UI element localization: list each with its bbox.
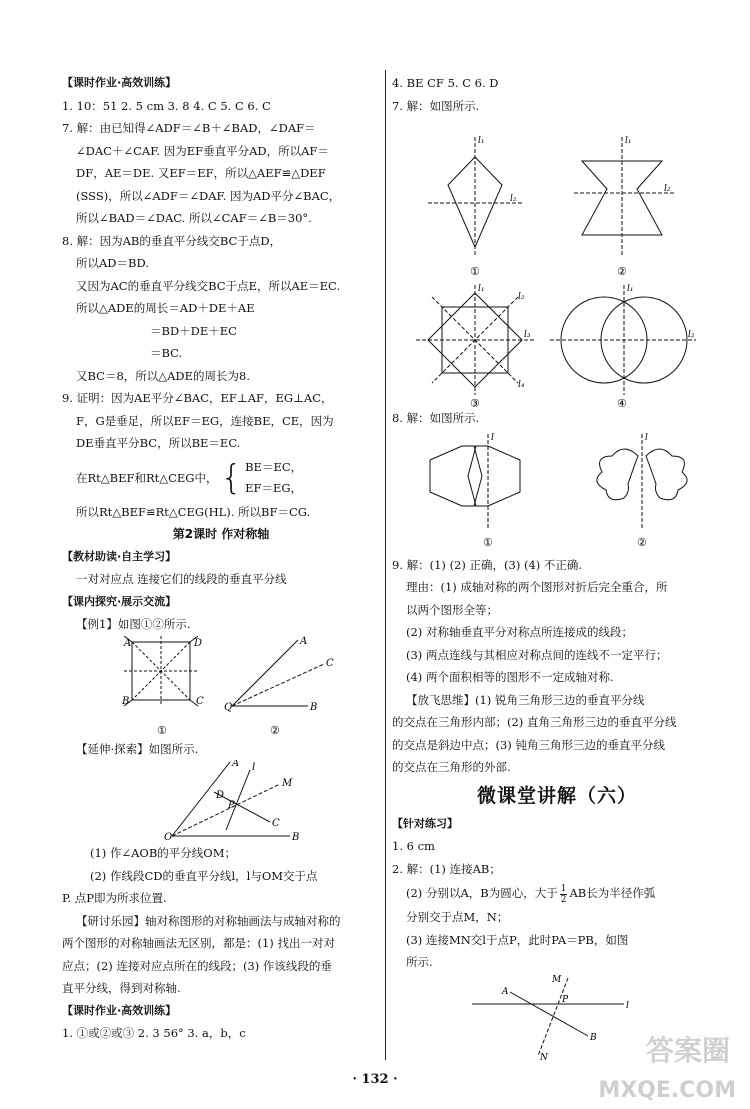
watermark: 答案圈 <box>645 1034 730 1067</box>
caption: ② <box>270 723 280 737</box>
text-line: 理由：(1) 成轴对称的两个图形对折后完全重合，所 <box>406 580 668 594</box>
label: l <box>491 432 494 443</box>
text-line: 9. 解：(1) (2) 正确，(3) (4) 不正确. <box>392 557 583 572</box>
caption: ② <box>637 535 647 549</box>
text-line: 在Rt△BEF和Rt△CEG中， <box>76 470 218 485</box>
text-line: 的交点在三角形内部；(2) 直角三角形三边的垂直平分线 <box>392 715 677 729</box>
text-line <box>392 880 722 906</box>
text-line: 【放飞思维】(1) 锐角三角形三边的垂直平分线 <box>406 692 645 707</box>
q7-figures <box>392 117 722 407</box>
brace-symbol: { <box>220 457 243 498</box>
answer-line: 1. 10：51 2. 5 cm 3. 8 4. C 5. C 6. C <box>62 98 271 113</box>
text-line: (2) 对称轴垂直平分对称点所连接成的线段； <box>406 625 633 639</box>
label: l <box>645 432 648 443</box>
text-line: DE垂直平分BC，所以BE＝EC. <box>76 436 241 450</box>
text-line: F，G是垂足，所以EF＝EG，连接BE，CE，因为 <box>76 413 334 428</box>
extension-figure <box>62 760 380 842</box>
text-line: 2. 解：(1) 连接AB； <box>392 861 501 876</box>
text-line: 的交点在三角形的外部. <box>392 760 511 774</box>
example-heading: 【例1】如图①②所示. <box>76 617 191 631</box>
text-line: 7. 解：由已知得∠ADF＝∠B＋∠BAD，∠DAF＝ <box>62 121 316 135</box>
right-column <box>392 72 722 1064</box>
label: l₁ <box>627 284 634 294</box>
caption: ③ <box>470 397 480 407</box>
text-line: (3) 连接MN交l于点P，此时PA＝PB，如图 <box>406 932 629 947</box>
fraction-denominator: 2 <box>560 894 567 905</box>
text-line: 所以△ADE的周长＝AD＋DE＋AE <box>76 301 255 315</box>
text-line: 一对对应点 连接它们的线段的垂直平分线 <box>76 572 287 586</box>
text-line: (1) 作∠AOB的平分线OM； <box>90 846 236 860</box>
text-line: DF，AE＝DE. 又EF＝EF，所以△AEF≌△DEF <box>76 166 326 180</box>
ray-oa <box>232 640 298 706</box>
extension-diagram <box>62 760 380 842</box>
discussion-block <box>62 910 380 1000</box>
extension-heading: 【延伸·探索】如图所示. <box>76 741 199 756</box>
label: l₂ <box>510 194 517 204</box>
label: l₁ <box>478 284 485 294</box>
label: B <box>122 695 130 707</box>
text-line: 又因为AC的垂直平分线交BC于点E，所以AE＝EC. <box>76 278 341 293</box>
q8-figures <box>392 430 722 554</box>
fly-thinking-block <box>392 689 722 779</box>
text-line: (2) 作线段CD的垂直平分线l，l与OM交于点 <box>90 868 318 883</box>
proof-system <box>62 457 380 499</box>
label: B <box>590 1032 597 1043</box>
question-9 <box>62 387 380 523</box>
equation: BE＝EC， <box>245 459 303 474</box>
text-line: 的交点是斜边中点；(3) 钝角三角形三边的垂直平分线 <box>392 737 665 752</box>
caption: ① <box>483 535 493 549</box>
caption: ② <box>617 265 627 278</box>
answer-line: 1. ①或②或③ 2. 3 56° 3. a，b，c <box>62 1026 246 1040</box>
text-line: 以两个图形全等； <box>406 602 498 617</box>
question-8-heading: 8. 解：如图所示. <box>392 411 480 425</box>
label: A <box>300 635 308 647</box>
label: N <box>540 1052 548 1063</box>
equation: EF＝EG， <box>245 480 303 495</box>
label: A <box>502 986 509 997</box>
text-line: 所以∠BAD＝∠DAC. 所以∠CAF＝∠B＝30°. <box>76 211 312 225</box>
text-line: (3) 两点连线与其相应对称点间的连线不一定平行； <box>406 647 668 662</box>
label: A <box>124 637 132 649</box>
text-fragment: (2) 分别以A，B为圆心，大于 <box>406 886 558 900</box>
text-line: 两个图形的对称轴画法无区别，都是：(1) 找出一对对 <box>62 936 335 950</box>
question-7-heading: 7. 解：如图所示. <box>392 98 480 113</box>
text-line: ∠DAC＋∠CAF. 因为EF垂直平分AD，所以AF＝ <box>76 143 329 158</box>
watermark-url: MXQE.COM <box>598 1078 736 1103</box>
lesson-title: 第2课时 作对称轴 <box>172 527 270 541</box>
label: M <box>282 778 293 789</box>
label: l₂ <box>664 184 671 194</box>
label: A <box>232 760 240 769</box>
label: P <box>228 800 235 811</box>
label: C <box>272 818 280 829</box>
label: l₄ <box>518 380 525 390</box>
page-number: · 132 · <box>352 1072 398 1087</box>
label: Q <box>224 701 233 713</box>
label: P <box>562 994 569 1005</box>
section-title: 微课堂讲解（六） <box>476 784 637 807</box>
bisector <box>232 664 324 706</box>
caption: ① <box>470 265 480 278</box>
text-line: 又BC＝8，所以△ADE的周长为8. <box>76 368 251 383</box>
text-line: ＝BC. <box>150 346 183 360</box>
label: D <box>216 790 225 801</box>
label: B <box>310 701 318 713</box>
section-heading: 【课时作业·高效训练】 <box>62 76 177 89</box>
label: M <box>552 974 562 985</box>
question-9 <box>392 554 722 689</box>
label: l₁ <box>478 136 485 146</box>
text-fragment: AB长为半径作弧 <box>569 886 656 900</box>
column-divider <box>385 70 386 1060</box>
section-heading: 【课时作业·高效训练】 <box>62 1003 177 1017</box>
fraction-numerator: 1 <box>560 883 567 894</box>
caption: ④ <box>617 397 627 407</box>
text-line: ＝BD＋DE＋EC <box>150 323 237 338</box>
text-line: 9. 证明：因为AE平分∠BAC，EF⊥AF，EG⊥AC， <box>62 391 333 405</box>
text-line: (4) 两个面积相等的图形不一定成轴对称. <box>406 670 614 684</box>
text-line: P. 点P即为所求位置. <box>62 891 167 905</box>
fraction <box>560 884 568 905</box>
label: C <box>326 657 334 669</box>
label: l₂ <box>688 330 695 340</box>
section-heading: 【针对练习】 <box>392 816 458 830</box>
label: l <box>252 762 256 773</box>
label: C <box>196 695 204 707</box>
caption: ① <box>157 723 167 737</box>
label: l₃ <box>524 330 531 340</box>
text-line: 所以AD＝BD. <box>76 256 149 270</box>
text-line: 【研讨乐园】轴对称图形的对称轴画法与成轴对称的 <box>76 913 341 928</box>
text-line: 分别交于点M，N； <box>406 910 509 924</box>
text-line: 所以Rt△BEF≌Rt△CEG(HL). 所以BF＝CG. <box>76 504 311 519</box>
text-line: 直平分线，得到对称轴. <box>62 981 181 995</box>
label: l <box>626 1000 629 1011</box>
label: D <box>194 637 203 649</box>
answer-line: 1. 6 cm <box>392 839 435 853</box>
text-line: 所示. <box>406 955 433 969</box>
section-heading: 【教材助读·自主学习】 <box>62 549 177 563</box>
text-line: 应点；(2) 连接对应点所在的线段；(3) 作该线段的垂 <box>62 958 332 973</box>
q7-diagram <box>392 117 722 407</box>
answer-line: 4. BE CF 5. C 6. D <box>392 76 499 90</box>
left-column <box>62 72 380 1045</box>
label: l₂ <box>518 292 525 302</box>
label: O <box>164 832 173 842</box>
label: l₁ <box>625 136 632 146</box>
text-line: (SSS)，所以∠ADF＝∠DAF. 因为AD平分∠BAC， <box>76 188 341 203</box>
question-7 <box>62 117 380 230</box>
text-line: 8. 解：因为AB的垂直平分线交BC于点D， <box>62 233 282 248</box>
label: B <box>292 832 300 842</box>
q8-diagram <box>392 430 722 554</box>
section-heading: 【课内探究·展示交流】 <box>62 594 177 608</box>
question-8 <box>62 230 380 388</box>
